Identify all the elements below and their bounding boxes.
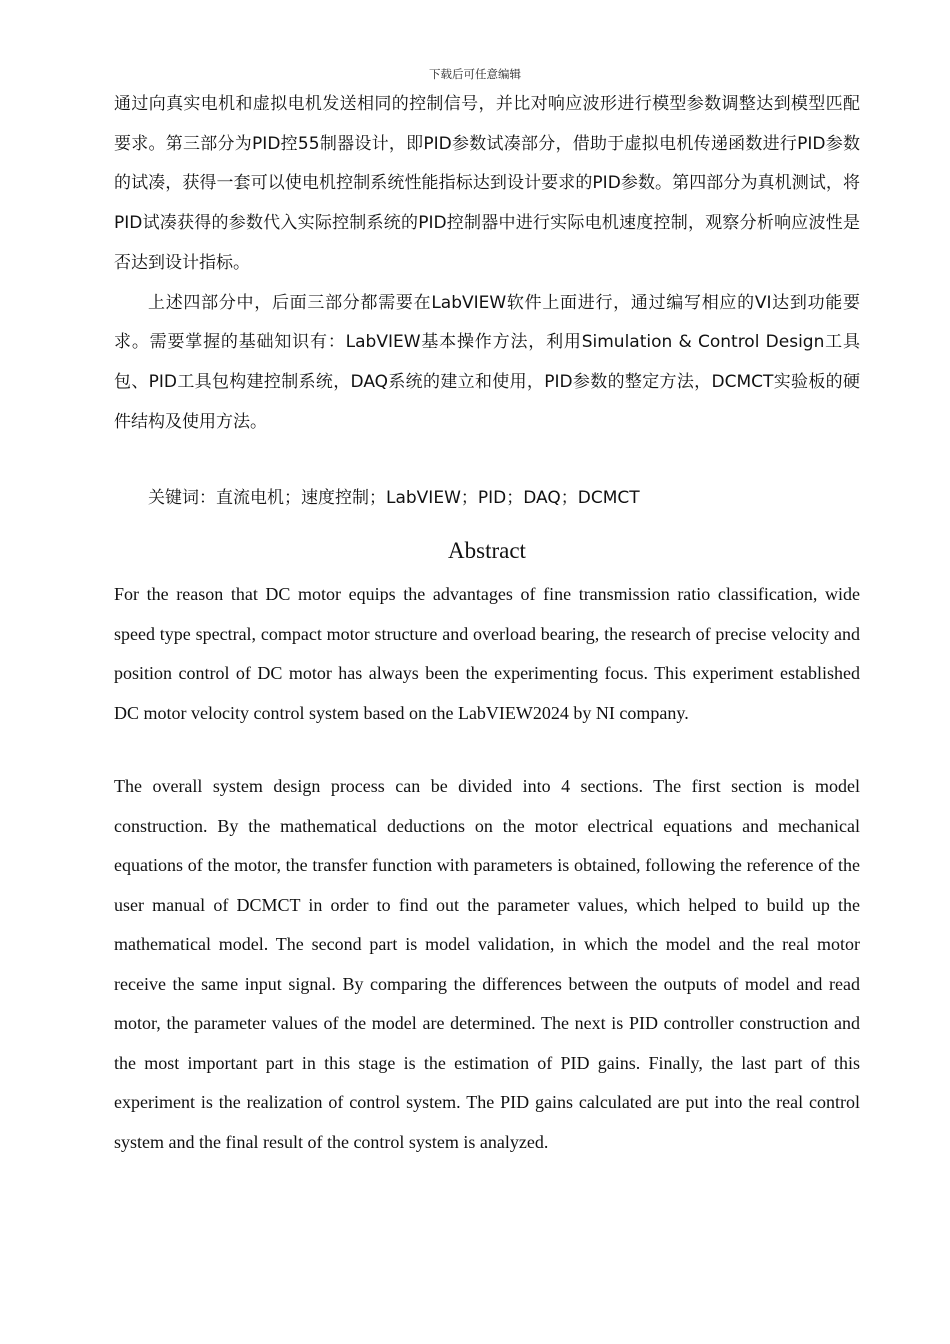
chinese-paragraph-1: 通过向真实电机和虚拟电机发送相同的控制信号，并比对响应波形进行模型参数调整达到模型匹配要求。第三部分为PID控55制器设计，即PID参数试凑部分，借助于虚拟电机传递函数进行PID参数的试凑，获得一套可以使电机控制系统性能指标达到设计要求的PID参数。第四部分为真机测试，将PID试凑获得的参数代入实际控制系统的PID控制器中进行实际电机速度控制，观察分析响应波性是否达到设计指标。 bbox=[114, 94, 860, 273]
keywords-line: 关键词：直流电机；速度控制；LabVIEW；PID；DAQ；DCMCT bbox=[148, 488, 640, 509]
abstract-heading: Abstract bbox=[448, 538, 526, 564]
abstract-paragraph-1: For the reason that DC motor equips the advantages of fine transmission ratio classification, wide speed type spectral, compact motor structure and overload bearing, the research of precise velocity and position control of DC motor has always been the experimenting focus. This experiment established DC motor velocity control system based on the LabVIEW2024 by NI company. bbox=[114, 584, 860, 723]
chinese-paragraph-2: 上述四部分中，后面三部分都需要在LabVIEW软件上面进行，通过编写相应的VI达到功能要求。需要掌握的基础知识有：LabVIEW基本操作方法，利用Simulation & Control Design工具包、PID工具包构建控制系统，DAQ系统的建立和使用，PID参数的整定方法，DCMCT实验板的硬件结构及使用方法。 bbox=[114, 292, 860, 432]
abstract-paragraph-2: The overall system design process can be divided into 4 sections. The first section is model construction. By the mathematical deductions on the motor electrical equations and mechanical equations of the motor, the transfer function with parameters is obtained, following the reference of the user manual of DCMCT in order to find out the parameter values, which helped to build up the mathematical model. The second part is model validation, in which the model and the real motor receive the same input signal. By comparing the differences between the outputs of model and read motor, the parameter values of the model are determined. The next is PID controller construction and the most important part in this stage is the estimation of PID gains. Finally, the last part of this experiment is the realization of control system. The PID gains calculated are put into the real control system and the final result of the control system is analyzed. bbox=[114, 776, 860, 1152]
document-body bbox=[114, 85, 860, 1162]
page-header: 下载后可任意编辑 bbox=[429, 67, 521, 81]
